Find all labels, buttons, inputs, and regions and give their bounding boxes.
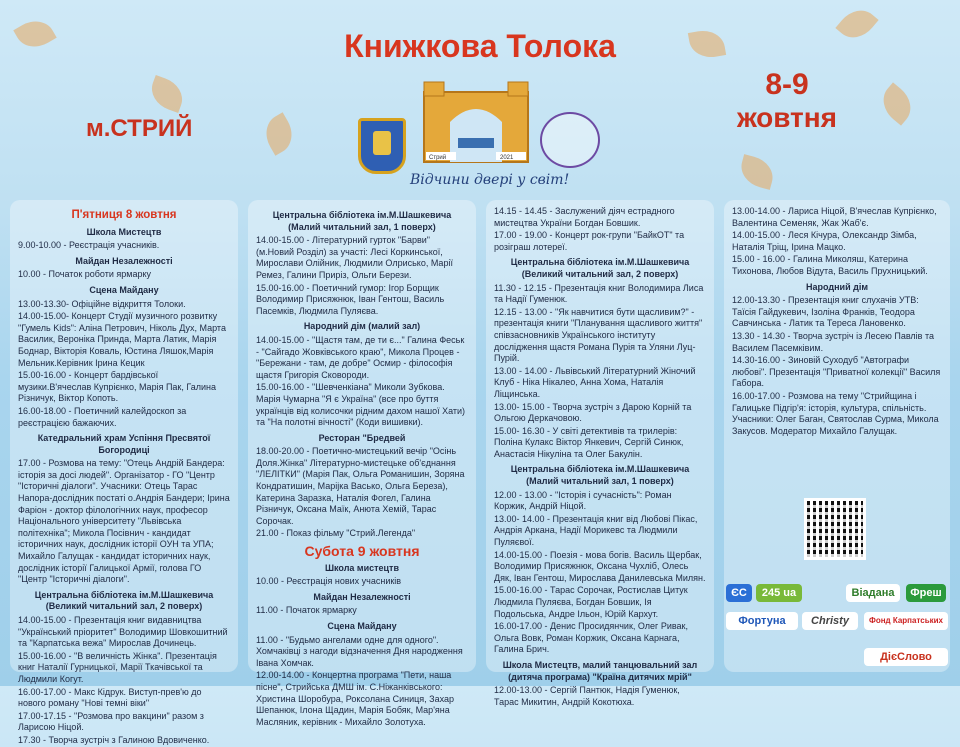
event-item: 14.00-15.00 - Поезія - мова богів. Василь Щербак, Володимир Присяжнюк, Оксана Чухліб, Олесь Дяк, Іван Гентош, Мирослава Данилевська Милян.: [494, 549, 706, 583]
program-column-1: [10, 200, 238, 745]
festival-slogan: Відчини двері у світ!: [410, 172, 570, 188]
event-item: 14.00-15.00 - Презентація книг видавництва "Український пріоритет" Володимир Шовкошитний та "Карпатська вежа" Мирослав Дочинець.: [18, 615, 228, 649]
event-item: 11.30 - 12.15 - Презентація книг Володимира Лиса та Надії Гуменюк.: [494, 282, 704, 305]
event-item: 12.00 - 13.00 - "Історія і сучасність": Роман Коржик, Андрій Ніцой.: [494, 489, 672, 512]
venue-title: Школа Мистецтв: [86, 226, 162, 237]
event-item: 17.30 - Творча зустріч з Галиною Вдовиченко.: [18, 734, 210, 745]
day-heading-friday: П'ятниця 8 жовтня: [71, 209, 177, 221]
event-item: 10.00 - Початок роботи ярмарку: [18, 269, 151, 280]
sponsor-logos: [722, 578, 952, 680]
program-column-3: [486, 200, 714, 707]
sponsor-logo: ЄС: [726, 584, 752, 602]
date-days: 8-9: [765, 68, 809, 101]
event-item: 13.00-14.00 - Лариса Ніцой, В'ячеслав Купрієнко, Валентина Семеняк, Жак Жаб'є.: [732, 206, 937, 228]
sponsor-logo: Christy: [802, 612, 858, 630]
event-item: 13.00- 15.00 - Творча зустріч з Дарою Корній та Ольгою Деркачовою.: [494, 401, 692, 424]
event-item: 16.00-17.00 - Макс Кідрук. Виступ-прев'ю до нового роману "Нові темні віки": [18, 686, 202, 709]
arch-caption-right: 2021: [500, 155, 514, 161]
sponsor-logo: ДієСлово: [864, 648, 948, 666]
city-coat-of-arms-icon: [358, 118, 406, 174]
event-item: 14.00-15.00 - Літературний гурток "Барви" (м.Новий Розділ) за участі: Лесі Коркинської, Мирослави Олійник, Людмили Олрисько, Марії Ремез, Галини Приріз, Ольги Берези.: [256, 235, 453, 280]
event-item: 17.00 - 19.00 - Концерт рок-групи "БайкОТ" та розіграш лотереї.: [494, 230, 685, 252]
venue-title: Центральна бібліотека ім.М.Шашкевича (Малий читальний зал, 1 поверх): [510, 464, 690, 487]
event-item: 11.00 - Початок ярмарку: [256, 605, 357, 616]
event-item: 13.30 - 14.30 - Творча зустріч із Лесею Павлів та Василем Пасемківим.: [732, 330, 934, 353]
event-item: 15.00- 16.30 - У світі детективів та трилерів: Поліна Кулакс Віктор Янкевич, Сергій Синюк, Анастасія Нікуліна та Олег Бакулін.: [494, 425, 684, 459]
event-item: 15.00 - 16.00 - Галина Миколяш, Катерина Тихонова, Любов Відута, Василь Пруxницький.: [732, 254, 928, 276]
sponsor-logo: Фреш: [906, 584, 946, 602]
event-item: 12.00-13.00 - Сергій Пантюк, Надія Гуменюк, Тарас Микитин, Андрій Кокотюха.: [494, 685, 680, 707]
venue-title: Ресторан "Бредвей: [318, 432, 406, 443]
sponsor-logo: Фонд Карпатських: [864, 612, 948, 630]
venue-title: Школа мистецтв: [324, 562, 399, 573]
event-item: 12.00-14.00 - Концертна програма "Пети, наша пісне", Стрийська ДМШ ім. С.Ніжанківського: Христина Шоробура, Роксолана Синиця, Захар Шепанюк, Ілона Щадин, Марія Бобяк, Мар'яна Масляник, керівник - Михайло Золотуха.: [256, 670, 454, 727]
event-item: 13.00 - 14.00 - Львівський Літературний Жіночий Клуб - Ніка Нікалео, Анна Хома, Наталія Ліщинська.: [494, 365, 696, 399]
venue-title: Центральна бібліотека ім.М.Шашкевича (Великий читальний зал, 2 поверх): [510, 257, 690, 279]
event-item: 15.00-16.00 - Тарас Сорочак, Ростислав Цитук Людмила Пуляєва, Богдан Бовшик, Ія Подольська, Андре Ільон, Юрій Кархут.: [494, 585, 688, 619]
venue-title: Сцена Майдану: [327, 621, 397, 631]
autumn-leaf-decoration: [737, 154, 777, 190]
venue-title: Сцена Майдану: [89, 284, 159, 295]
city-label: м.СТРИЙ: [86, 115, 193, 142]
event-item: 15.00-16.00 - "В величність Жінка". Презентація книг Наталії Гурницької, Марії Ткачівської та Людмили Когут.: [18, 650, 217, 684]
event-item: 15.00-16.00 - "Шевченкіана" Миколи Зубкова. Марія Чумарна "Я є Україна" (все про буття українців від колисочки рідним дахом нашої Хати) та "На полотні вічності" (Коди вишивки).: [256, 382, 466, 428]
event-item: 14.00-15.00- Концерт Студії музичного розвитку "Гумель Kids": Аліна Петрович, Ніколь Дух, Марта Василик, Вероніка Приндa, Марта Латик, Марія Боднар, Вікторія Коваль, Юстина Ляшок,Марія Мельник.Керівник Ірина Кецик: [18, 311, 226, 368]
sponsor-logo: Віадана: [846, 584, 900, 602]
event-item: 17.00-17.15 - "Розмова про вакцини" разом з Ларисою Ніцой.: [18, 710, 204, 733]
event-item: 9.00-10.00 - Реєстрація учасників.: [18, 240, 160, 251]
day-heading-saturday: Субота 9 жовтня: [304, 543, 420, 560]
autumn-leaf-decoration: [258, 112, 299, 155]
venue-title: Школа Мистецтв, малий танцювальний зал (дитяча програма) "Країна дитячих мрій": [502, 659, 698, 682]
venue-title: Народний дім (малий зал): [303, 321, 421, 332]
event-item: 10.00 - Реєстрація нових учасників: [256, 576, 402, 587]
autumn-leaf-decoration: [146, 75, 188, 113]
date-month: жовтня: [736, 102, 838, 133]
partner-emblem-icon: [540, 112, 600, 168]
festival-title: Книжкова Толока: [344, 28, 616, 64]
event-item: 21.00 - Показ фільму "Стрий.Легенда": [256, 528, 416, 539]
sponsor-logo: Фортуна: [726, 612, 798, 630]
venue-title: Майдан Незалежності: [313, 591, 411, 602]
event-item: 18.00-20.00 - Поетично-мистецький вечір "Осінь Доля.Жінка" Літературно-мистецьке об'єднання "ЛЕЛІТКИ" (Марія Пак, Ольга Романишин, Зоряна Кондратишин, Маріjка Васько, Ольга Береза), Катерина Заразка, Наталія Фогел, Галина Різничук, Оксана Маїк, Анюта Хемій, Тарас Сорочак.: [256, 446, 465, 526]
venue-title: Катедральний храм Успіння Пресвятої Богородиці: [37, 433, 211, 455]
festival-dates: [712, 68, 862, 134]
venue-title: Майдан Незалежності: [75, 255, 173, 266]
event-item: 13.00- 14.00 - Презентація книг від Любові Пікас, Андрія Аркана, Надії Морикевс та Людмили Пуляєвої.: [494, 513, 698, 548]
festival-arch-logo: [420, 76, 532, 168]
event-item: 17.00 - Розмова на тему: "Отець Андрій Бандера: історія за досі людей". Організатор - ГО "Центр "Історичні діалоги". Учасники: Отець Тарас Напора-дослідник постаті о.Андрія Бандери; Ірина Фаріон - доктор філологічних наук, професор Національного університету "Львівська політехніка"; Микола Посівнич - кандидат історичних наук, дослідник історії ОУН та УПА; Михайло Галущак - кандидат історичних наук, дослідник історії Галицької Армії, голова ГО "Центр "Історичні діалоги".: [18, 458, 230, 585]
venue-title: Центральна бібліотека ім.М.Шашкевича (Великий читальний зал, 2 поверх): [34, 589, 214, 612]
event-item: 13.00-13.30- Офіційне відкриття Толоки.: [18, 298, 186, 309]
event-item: 15.00-16.00 - Концерт бардівської музики.В'ячеслав Купрієнко, Марія Пак, Галина Різничук, Віктор Копоть.: [18, 370, 216, 404]
event-item: 16.00-17.00 - Денис Просидянчик, Олег Ривак, Ольга Вовк, Роман Коржик, Оксана Карнага, Галина Брич.: [494, 621, 688, 655]
venue-title: Центральна бібліотека ім.М.Шашкевича (Малий читальний зал, 1 поверх): [272, 210, 452, 232]
program-column-2: [248, 200, 476, 727]
event-item: 15.00-16.00 - Поетичний гумор: Ігор Борщик Володимир Присяжнюк, Іван Гентош, Василь Пасемків, Людмила Пуляєва.: [256, 282, 445, 316]
arch-caption-left: Стрий: [429, 155, 447, 161]
event-item: 16.00-17.00 - Розмова на тему "Стрийщина і Галицьке Підгір'я: історія, культура, спільність. Учасники: Олег Баган, Святослав Сурма, Микола Закусов. Модератор Михайло Галущак.: [732, 390, 939, 436]
event-item: 14.15 - 14.45 - Заслужений діяч естрадного мистецтва України Богдан Бовшик.: [494, 206, 675, 228]
qr-code-icon[interactable]: [804, 498, 866, 560]
event-item: 11.00 - "Будьмо ангелами одне для одного". Хомчаківці з нагоди відзначення Дня народження Івана Хомчак.: [256, 634, 463, 668]
sponsor-logo: 245 ua: [756, 584, 802, 602]
event-item: 14.00-15.00 - "Щастя там, де ти є..." Галина Феськ - "Сайгадо Жовківського краю", Микола Процев - "Бережани - там, де добре" Осмир - філософія щастя Григорія Сковороди.: [256, 334, 465, 380]
event-item: 14.30-16.00 - Зиновій Суходуб "Автографи любові". Презентація "Приватної колекції" Василя Габора.: [732, 355, 941, 389]
event-item: 16.00-18.00 - Поетичний калейдоскоп за реєстрацією бажаючих.: [18, 405, 187, 428]
event-item: 14.00-15.00 - Леся Кічура, Олександр Зімба, Наталія Тріщ, Ірина Мацко.: [732, 230, 917, 252]
event-item: 12.15 - 13.00 - "Як навчитися бути щасливим?" - презентація книги "Планування щасливого життя" співзасновників Українського інституту дослідження щастя Романа Пурія та Уляни Луц-Пурій.: [494, 306, 703, 364]
autumn-leaf-decoration: [875, 82, 919, 125]
event-item: 12.00-13.30 - Презентація книг слухачів УТВ: Таїсія Гайдукевич, Ізоліна Франків, Теодора Савчинська - Латик та Тереса Лановенко.: [732, 295, 919, 329]
venue-title: Народний дім: [806, 281, 868, 292]
